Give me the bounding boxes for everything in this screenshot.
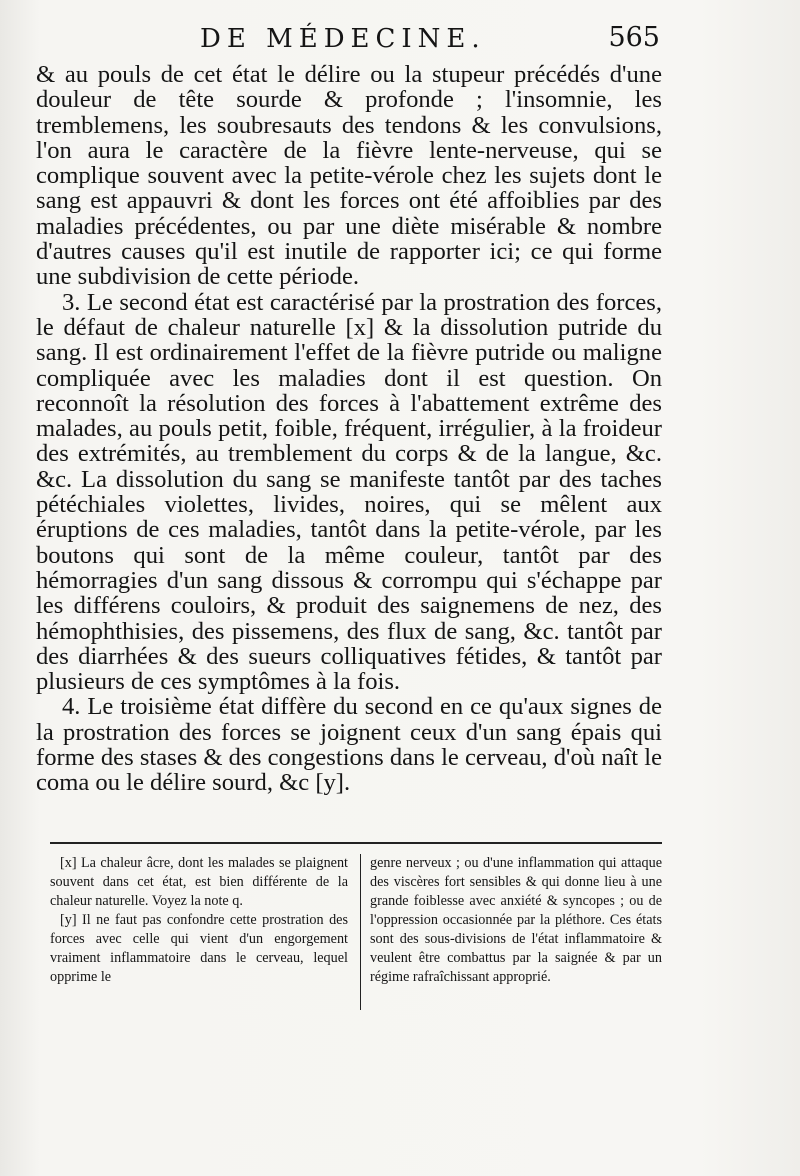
footnote-column-divider — [360, 854, 361, 1010]
footnote-x: [x] La chaleur âcre, dont les malades se plaignent souvent dans cet état, est bien différente de la chaleur naturelle. Voyez la note q. — [50, 855, 348, 909]
page-number: 565 — [608, 22, 660, 53]
footnote-y: [y] Il ne faut pas confondre cette prostration des forces avec celle qui vient d'un engorgement vraiment inflammatoire dans le cerveau, lequel opprime le — [50, 912, 348, 985]
main-text — [36, 62, 662, 796]
running-head — [200, 22, 660, 56]
running-title: DE MÉDECINE. — [200, 24, 486, 54]
footnote-y-continued: genre nerveux ; ou d'une inflammation qui attaque des viscères fort sensibles & qui donne lieu à une grande foiblesse avec anxiété & syncopes ; ou de l'oppression occasionnée par la pléthore. Ces états sont des sous-divisions de l'état inflammatoire & veulent être combattus par la saignée & par un régime rafraîchissant approprié. — [370, 855, 662, 985]
paragraph-section-4: 4. Le troisième état diffère du second en ce qu'aux signes de la prostration des forces se joignent ceux d'un sang épais qui forme des stases & des congestions dans le cerveau, d'où naît le coma ou le délire sourd, &c [y]. — [36, 693, 662, 797]
paragraph-continuation: & au pouls de cet état le délire ou la stupeur précédés d'une douleur de tête sourde & profonde ; l'insomnie, les tremblemens, les soubresauts des tendons & les convulsions, l'on aura le caractère de la fièvre lente-nerveuse, qui se complique souvent avec la petite-vérole chez les sujets dont le sang est appauvri & dont les forces ont été affoiblies par des maladies précédentes, ou par une diète misérable & nombre d'autres causes qu'il est inutile de rapporter ici; ce qui forme une subdivision de cette période. — [36, 61, 662, 291]
footnotes — [50, 854, 662, 1014]
footnote-column-right — [370, 854, 662, 987]
footnote-column-left — [50, 854, 348, 987]
footnote-rule — [50, 842, 662, 844]
paragraph-section-3: 3. Le second état est caractérisé par la prostration des forces, le défaut de chaleur naturelle [x] & la dissolution putride du sang. Il est ordinairement l'effet de la fièvre putride ou maligne compliquée avec les maladies dont il est question. On reconnoît la résolution des forces à l'abattement extrême des malades, au pouls petit, foible, fréquent, irrégulier, à la froideur des extrémités, au tremblement du corps & de la langue, &c. &c. La dissolution du sang se manifeste tantôt par des taches pétéchiales violettes, livides, noires, qui se mêlent aux éruptions de ces maladies, tantôt dans la petite-vérole, par les boutons qui sont de la même couleur, tantôt par des hémorragies d'un sang dissous & corrompu qui s'échappe par les différens couloirs, & produit des saignemens de nez, des hémophthisies, des pissemens, des flux de sang, &c. tantôt par des diarrhées & des sueurs colliquatives fétides, & tantôt par plusieurs de ces symptômes à la fois. — [36, 288, 662, 696]
